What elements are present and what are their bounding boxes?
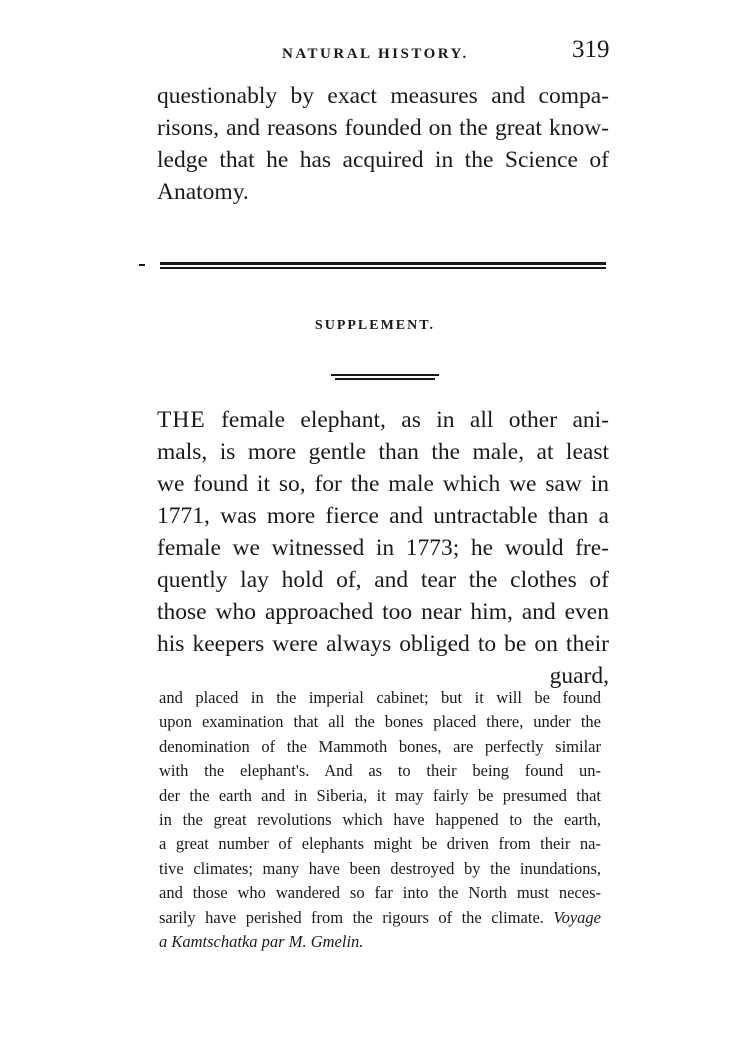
- text-line: Anatomy.: [157, 179, 249, 205]
- footnote-line: [159, 906, 601, 930]
- continued-paragraph: [157, 80, 609, 208]
- footnote-line: a great number of elephants might be driven from their na-: [159, 834, 601, 854]
- footnote-text: sarily have perished from the rigours of the climate.: [159, 907, 544, 927]
- footnote-line: [159, 930, 601, 954]
- footnote-line: denomination of the Mammoth bones, are perfectly similar: [159, 736, 601, 756]
- text-line: risons, and reasons founded on the great know-: [157, 115, 609, 141]
- rule-tick: [139, 264, 145, 266]
- citation-italic: Voyage: [553, 907, 601, 927]
- footnote: [159, 686, 601, 954]
- text-fragment: female elephant, as in all other ani-: [205, 407, 609, 433]
- text-line: ledge that he has acquired in the Science of: [157, 147, 609, 173]
- text-line: his keepers were always obliged to be on their: [157, 631, 609, 657]
- text-line: mals, is more gentle than the male, at least: [157, 439, 609, 465]
- text-line: questionably by exact measures and compa-: [157, 83, 609, 109]
- citation-italic: a Kamtschatka par M. Gmelin.: [159, 932, 364, 952]
- footnote-line: der the earth and in Siberia, it may fairly be presumed that: [159, 785, 601, 805]
- opening-word: THE: [157, 407, 206, 433]
- double-rule-divider: [160, 262, 606, 270]
- page-number: 319: [572, 36, 610, 63]
- text-line: female we witnessed in 1773; he would fre-: [157, 535, 609, 561]
- section-heading: SUPPLEMENT.: [314, 318, 436, 333]
- catchword: guard,: [549, 663, 609, 689]
- supplement-paragraph: [157, 404, 609, 692]
- text-line: [157, 404, 609, 436]
- text-line: those who approached too near him, and even: [157, 599, 609, 625]
- footnote-line: upon examination that all the bones placed there, under the: [159, 712, 601, 732]
- footnote-line: with the elephant's. And as to their being found un-: [159, 761, 601, 781]
- footnote-line: in the great revolutions which have happened to the earth,: [159, 810, 601, 830]
- text-line: quently lay hold of, and tear the clothes of: [157, 567, 609, 593]
- text-line: 1771, was more fierce and untractable than a: [157, 503, 609, 529]
- running-title: NATURAL HISTORY.: [282, 46, 469, 62]
- text-line: we found it so, for the male which we saw in: [157, 471, 609, 497]
- footnote-line: and placed in the imperial cabinet; but it will be found: [159, 688, 601, 707]
- ornamental-rule: [331, 374, 439, 382]
- footnote-line: tive climates; many have been destroyed by the inundations,: [159, 858, 601, 878]
- footnote-line: and those who wandered so far into the North must neces-: [159, 883, 601, 903]
